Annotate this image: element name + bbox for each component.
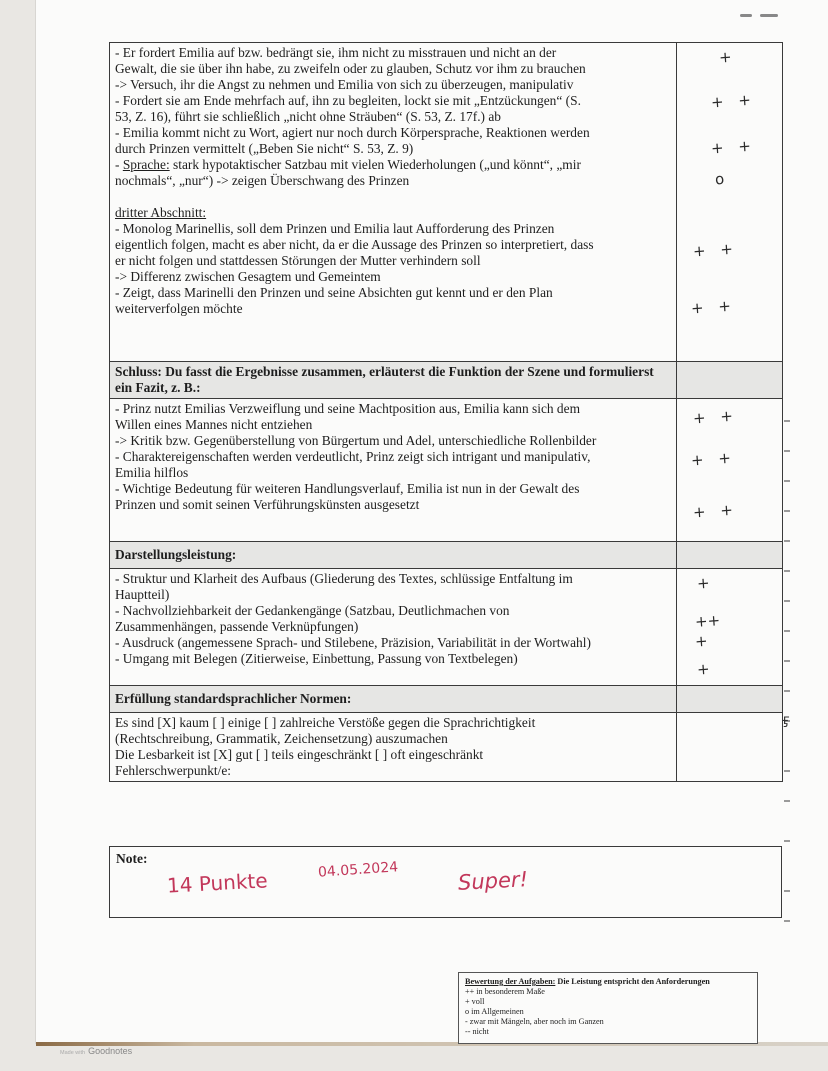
section-heading: Schluss: Du fasst die Ergebnisse zusammen, erläuterst die Funktion der Szene und formulierst ein Fazit, z. B.: [110,362,677,399]
handwritten-mark: + [694,631,714,651]
criteria-line: eigentlich folgen, macht es aber nicht, da er die Aussage des Prinzen so interpretiert, dass [115,237,594,252]
legend-item: - zwar mit Mängeln, aber noch im Ganzen [465,1017,604,1026]
criteria-line: er nicht folgen und stattdessen Störungen der Mutter verhindern soll [115,253,481,268]
handwritten-mark: + + [710,90,757,112]
criteria-line: (Rechtschreibung, Grammatik, Zeichensetzung) auszumachen [115,731,448,746]
grading-rubric-table [109,42,783,782]
score-cell [677,43,783,362]
handwritten-mark: + + [690,448,737,470]
handwritten-mark: + [696,573,716,593]
handwritten-mark: + [696,659,716,679]
criteria-cell [110,399,677,542]
criteria-line: - Monolog Marinellis, soll dem Prinzen und Emilia laut Aufforderung des Prinzen [115,221,555,236]
legend-item: -- nicht [465,1027,489,1036]
handwritten-mark: + + [710,136,757,158]
criteria-cell [110,43,677,362]
rubric-row-normen [110,713,783,782]
checkbox-line-lesbarkeit: Die Lesbarkeit ist [X] gut [ ] teils eingeschränkt [ ] oft eingeschränkt [115,747,484,762]
criteria-line: - Wichtige Bedeutung für weiteren Handlungsverlauf, Emilia ist nun in der Gewalt des [115,481,580,496]
rubric-header-darstellung [110,542,783,569]
grade-label: Note: [116,851,148,866]
criteria-line: Fehlerschwerpunkt/e: [115,763,232,778]
legend-title-underlined: Bewertung der Aufgaben: [465,977,556,986]
section-heading: Darstellungsleistung: [110,542,677,569]
criteria-line: - Prinz nutzt Emilias Verzweiflung und seine Machtposition aus, Emilia kann sich dem [115,401,580,416]
criteria-line: Hauptteil) [115,587,170,602]
rubric-row-darstellung [110,569,783,686]
criteria-line: nochmals“, „nur“) -> zeigen Überschwang des Prinzen [115,173,410,188]
rubric-header-normen [110,686,783,713]
sprache-text: stark hypotaktischer Satzbau mit vielen Wiederholungen („und könnt“, „mir [169,157,581,172]
criteria-line: - Charaktereigenschaften werden verdeutlicht, Prinz zeigt sich intrigant und manipulativ, [115,449,591,464]
checkbox-line-verstoesse: Es sind [X] kaum [ ] einige [ ] zahlreiche Verstöße gegen die Sprachrichtigkeit [115,715,536,730]
section-heading: Erfüllung standardsprachlicher Normen: [110,686,677,713]
criteria-line: -> Kritik bzw. Gegenüberstellung von Bürgertum und Adel, unterschiedliche Rollenbilder [115,433,597,448]
handwritten-mark: + + [692,406,739,428]
score-cell-header [677,686,783,713]
score-cell [677,399,783,542]
teacher-comment: Super! [457,867,529,895]
legend-title [465,977,751,987]
bullet: - [115,157,123,172]
legend-item: ++ in besonderem Maße [465,987,545,996]
grade-points: 14 Punkte [166,868,269,898]
sprache-label: Sprache: [122,157,170,172]
criteria-line: durch Prinzen vermittelt („Beben Sie nicht“ S. 53, Z. 9) [115,141,414,156]
handwritten-mark: + + [690,296,737,318]
watermark-brand: Goodnotes [88,1046,133,1056]
criteria-line: -> Versuch, ihr die Angst zu nehmen und Emilia von sich zu überzeugen, manipulativ [115,77,574,92]
score-cell [677,713,783,782]
criteria-line: - Fordert sie am Ende mehrfach auf, ihn zu begleiten, lockt sie mit „Entzückungen“ (S. [115,93,581,108]
criteria-cell [110,569,677,686]
criteria-line: Prinzen und somit seinen Verführungskünsten ausgesetzt [115,497,420,512]
handwritten-mark: + [718,47,738,67]
legend-item: o im Allgemeinen [465,1007,524,1016]
criteria-cell [110,713,677,782]
score-cell-header [677,542,783,569]
score-cell [677,569,783,686]
rubric-row-hauptteil [110,43,783,362]
criteria-line: Emilia hilflos [115,465,189,480]
criteria-line: weiterverfolgen möchte [115,301,243,316]
goodnotes-watermark [60,1046,132,1056]
criteria-line: Zusammenhängen, passende Verknüpfungen) [115,619,359,634]
criteria-line: - Umgang mit Belegen (Zitierweise, Einbettung, Passung von Textbelegen) [115,651,518,666]
criteria-line: - Ausdruck (angemessene Sprach- und Stilebene, Präzision, Variabilität in der Wortwahl) [115,635,591,650]
spacer [115,189,671,205]
grading-legend [458,972,758,1044]
margin-scribble: ӻ [782,713,790,728]
criteria-line-sprache [115,157,671,173]
criteria-line: - Emilia kommt nicht zu Wort, agiert nur noch durch Körpersprache, Reaktionen werden [115,125,590,140]
grade-date: 04.05.2024 [317,859,399,881]
criteria-line: - Nachvollziehbarkeit der Gedankengänge (Satzbau, Deutlichmachen von [115,603,510,618]
criteria-line: 53, Z. 16), führt sie schließlich „nicht ohne Sträuben“ (S. 53, Z. 17f.) ab [115,109,502,124]
criteria-line: - Struktur und Klarheit des Aufbaus (Gliederung des Textes, schlüssige Entfaltung im [115,571,573,586]
watermark-prefix: Made with [60,1050,86,1056]
pencil-marks [740,4,786,22]
criteria-line: - Zeigt, dass Marinelli den Prinzen und seine Absichten gut kennt und er den Plan [115,285,553,300]
criteria-line: Gewalt, die sie über ihn habe, zu zweifeln oder zu glauben, Schutz vor ihm zu brauchen [115,61,586,76]
handwritten-mark: o [714,169,730,189]
criteria-line: -> Differenz zwischen Gesagtem und Gemeintem [115,269,381,284]
score-cell-header [677,362,783,399]
criteria-line: - Er fordert Emilia auf bzw. bedrängt sie, ihm nicht zu misstrauen und nicht an der [115,45,557,60]
criteria-line: Willen eines Mannes nicht entziehen [115,417,313,432]
legend-title-rest: Die Leistung entspricht den Anforderungen [555,977,710,986]
handwritten-mark: + + [692,500,739,522]
grade-box [109,846,782,918]
rubric-header-schluss [110,362,783,399]
legend-item: + voll [465,997,485,1006]
handwritten-mark: ++ [694,611,721,631]
section-subheading: dritter Abschnitt: [115,205,207,220]
rubric-row-schluss [110,399,783,542]
handwritten-mark: + + [692,239,739,261]
